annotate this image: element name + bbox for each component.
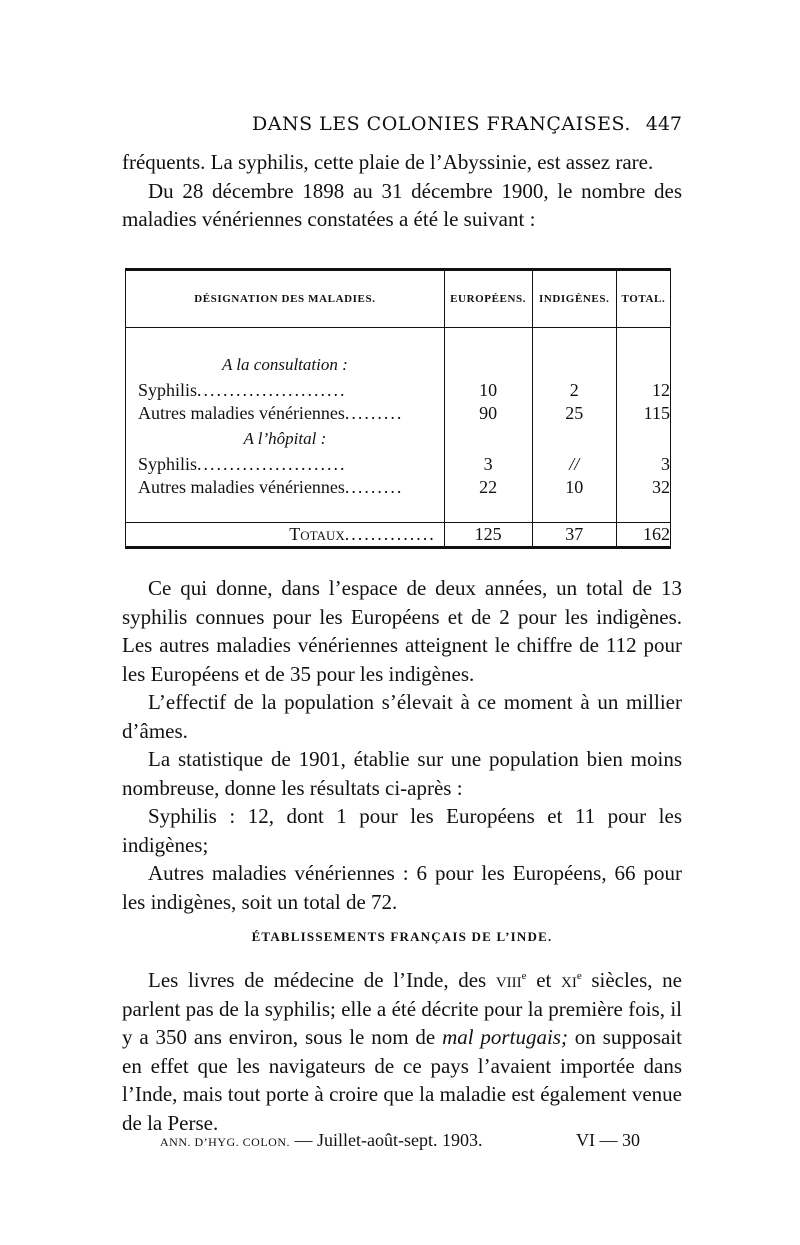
disease-table: [125, 268, 671, 549]
text-run: et: [526, 968, 561, 992]
header-total: TOTAL.: [616, 270, 670, 328]
paragraph-syphilis-1901: Syphilis : 12, dont 1 pour les Européens et 11 pour les indigènes;: [122, 804, 682, 857]
cell-europeens: 90: [444, 402, 532, 425]
dot-leader: ..............: [344, 524, 436, 544]
section-row-consultation: [126, 351, 671, 379]
italic-term: mal portugais;: [442, 1025, 568, 1049]
superscript: e: [576, 970, 582, 982]
journal-citation: [160, 1130, 482, 1151]
cell-indigenes: 2: [532, 379, 616, 402]
intro-line-1: fréquents. La syphilis, cette plaie de l’Abyssinie, est assez rare.: [122, 150, 654, 174]
cell-total: 12: [616, 379, 670, 402]
cell-total: 115: [616, 402, 670, 425]
cell-total: 32: [616, 476, 670, 499]
century-numeral: xi: [560, 968, 577, 992]
table-header-row: [126, 270, 671, 328]
intro-paragraphs: [122, 148, 682, 234]
page-footer: [160, 1130, 680, 1154]
footer-dash: —: [290, 1130, 317, 1150]
section-row-hopital: [126, 425, 671, 453]
section-body: [122, 962, 682, 1137]
total-europeens: 125: [444, 523, 532, 548]
row-label: Syphilis: [138, 454, 198, 474]
header-indigenes: INDIGÈNES.: [532, 270, 616, 328]
intro-line-2: Du 28 décembre 1898 au 31 décembre 1900, le nombre des maladies vénériennes constatées a été le suivant :: [122, 178, 682, 231]
header-designation: DÉSIGNATION DES MALADIES.: [126, 270, 445, 328]
paragraph-inde: [122, 962, 682, 1137]
header-europeens: EUROPÉENS.: [444, 270, 532, 328]
cell-europeens: 10: [444, 379, 532, 402]
superscript: e: [521, 970, 527, 982]
running-title: DANS LES COLONIES FRANÇAISES.: [252, 113, 631, 135]
disease-table-wrapper: [125, 268, 671, 550]
dot-leader: .........: [344, 403, 404, 423]
page-number: 447: [645, 113, 682, 135]
section-hopital-label: A l’hôpital :: [243, 429, 327, 448]
cell-europeens: 22: [444, 476, 532, 499]
cell-indigenes: //: [532, 453, 616, 476]
section-consultation-label: A la consultation :: [221, 355, 348, 374]
total-indigenes: 37: [532, 523, 616, 548]
cell-europeens: 3: [444, 453, 532, 476]
total-total: 162: [616, 523, 670, 548]
signature-mark: VI — 30: [576, 1130, 640, 1150]
century-numeral: viii: [495, 968, 522, 992]
cell-indigenes: 10: [532, 476, 616, 499]
table-row: [126, 476, 671, 499]
table-row: [126, 402, 671, 425]
dot-leader: .......................: [197, 380, 347, 400]
paragraph-population: L’effectif de la population s’élevait à ce moment à un millier d’âmes.: [122, 690, 682, 743]
row-label: Autres maladies vénériennes: [138, 477, 345, 497]
dot-leader: .........: [344, 477, 404, 497]
cell-indigenes: 25: [532, 402, 616, 425]
table-row: [126, 453, 671, 476]
row-label: Syphilis: [138, 380, 198, 400]
totals-row: [126, 523, 671, 548]
text-run: on supposait en effet que les navigateurs de ce pays l’avaient importée dans l’Inde, mais tout porte à croire que la maladie est également venue de la Perse.: [122, 1025, 682, 1135]
paragraph-statistique-1901: La statistique de 1901, établie sur une population bien moins nombreuse, donne les résultats ci-après :: [122, 747, 682, 800]
dot-leader: .......................: [197, 454, 347, 474]
journal-name: ANN. D’HYG. COLON.: [160, 1135, 290, 1149]
text-run: siècles, ne parlent pas de la syphilis; elle a été décrite pour la première fois, il y a 350 ans environ, sous le nom de: [122, 968, 683, 1049]
running-head: [122, 113, 682, 139]
journal-issue: Juillet-août-sept. 1903.: [317, 1130, 483, 1150]
cell-total: 3: [616, 453, 670, 476]
paragraph-totals: Ce qui donne, dans l’espace de deux années, un total de 13 syphilis connues pour les Européens et de 2 pour les indigènes. Les autres maladies vénériennes atteignent le chiffre de 112 pour les Européens et de 35 pour les indigènes.: [122, 576, 682, 686]
totals-label: Totaux: [289, 524, 345, 544]
text-run: Les livres de médecine de l’Inde, des: [148, 968, 496, 992]
table-row: [126, 379, 671, 402]
section-heading: ÉTABLISSEMENTS FRANÇAIS DE L’INDE.: [251, 929, 553, 944]
paragraph-autres-1901: Autres maladies vénériennes : 6 pour les Européens, 66 pour les indigènes, soit un total de 72.: [122, 861, 682, 914]
body-paragraphs: [122, 574, 682, 916]
row-label: Autres maladies vénériennes: [138, 403, 345, 423]
